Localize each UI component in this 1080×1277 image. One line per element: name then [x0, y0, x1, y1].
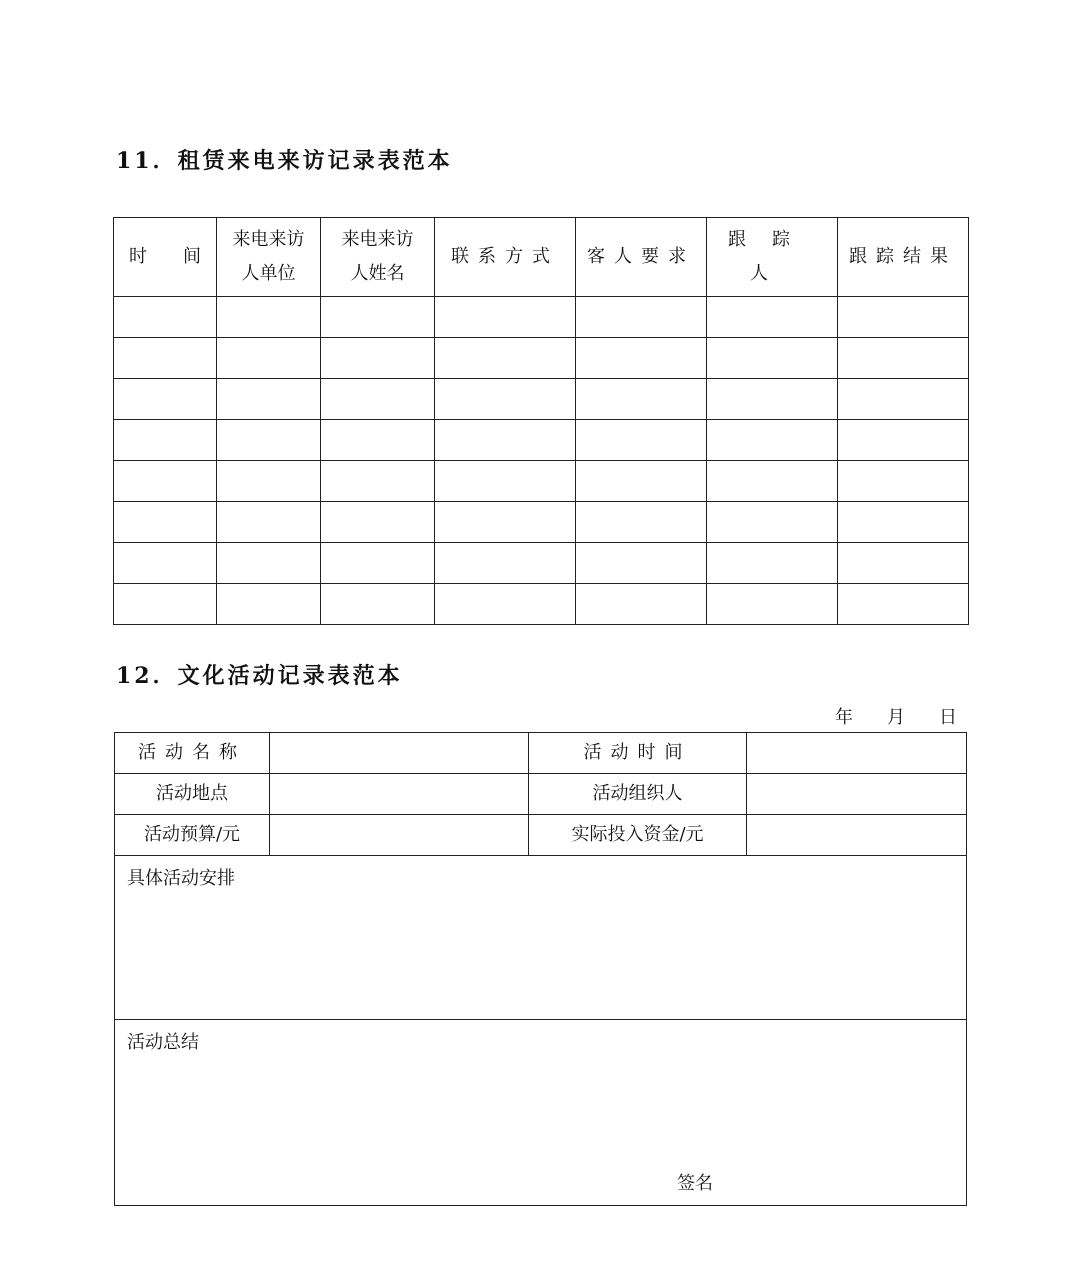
- table-cell[interactable]: [435, 543, 576, 584]
- table-cell[interactable]: [576, 543, 707, 584]
- table-cell[interactable]: [435, 338, 576, 379]
- table-cell[interactable]: [217, 584, 321, 625]
- table-header-row: [114, 218, 969, 297]
- input-activity-time[interactable]: [747, 733, 967, 774]
- table-row: [114, 584, 969, 625]
- table-cell[interactable]: [114, 379, 217, 420]
- table-row: [115, 733, 967, 774]
- table-cell[interactable]: [838, 420, 969, 461]
- table-cell[interactable]: [576, 584, 707, 625]
- table-cell[interactable]: [838, 543, 969, 584]
- table-row: [115, 856, 967, 1020]
- table-cell[interactable]: [114, 584, 217, 625]
- table-cell[interactable]: [707, 502, 838, 543]
- table-cell[interactable]: [707, 543, 838, 584]
- table-cell[interactable]: [321, 379, 435, 420]
- table-cell[interactable]: [217, 502, 321, 543]
- table-row: [114, 420, 969, 461]
- table-cell[interactable]: [707, 461, 838, 502]
- table-row: [114, 338, 969, 379]
- table-cell[interactable]: [217, 461, 321, 502]
- table-cell[interactable]: [707, 297, 838, 338]
- label-signature: 签名: [677, 1173, 713, 1194]
- table-cell[interactable]: [576, 502, 707, 543]
- table-cell[interactable]: [576, 338, 707, 379]
- label-arrangement: 具体活动安排: [127, 868, 235, 889]
- date-day-label: 日: [939, 707, 957, 728]
- header-caller-name: 来电来访 人姓名: [321, 218, 435, 297]
- label-actual-investment: 实际投入资金/元: [529, 815, 747, 856]
- label-activity-budget: 活动预算/元: [115, 815, 270, 856]
- table-cell[interactable]: [114, 297, 217, 338]
- table-cell[interactable]: [435, 420, 576, 461]
- cultural-activity-record-table: [114, 732, 967, 1206]
- table-row: [114, 297, 969, 338]
- header-contact: 联系方式: [435, 218, 576, 297]
- table-cell[interactable]: [838, 502, 969, 543]
- table-cell[interactable]: [217, 543, 321, 584]
- table-cell[interactable]: [838, 338, 969, 379]
- date-line: [835, 703, 957, 729]
- input-activity-budget[interactable]: [270, 815, 529, 856]
- table-cell[interactable]: [707, 338, 838, 379]
- table-cell[interactable]: [576, 461, 707, 502]
- table-cell[interactable]: [707, 584, 838, 625]
- table-cell[interactable]: [321, 297, 435, 338]
- call-visit-record-table: [113, 217, 969, 625]
- label-activity-location: 活动地点: [115, 774, 270, 815]
- table-row: [115, 774, 967, 815]
- table-cell[interactable]: [838, 297, 969, 338]
- table-cell[interactable]: [838, 379, 969, 420]
- table-cell[interactable]: [435, 297, 576, 338]
- label-activity-organizer: 活动组织人: [529, 774, 747, 815]
- input-actual-investment[interactable]: [747, 815, 967, 856]
- date-year-label: 年: [835, 707, 853, 728]
- table-cell[interactable]: [707, 420, 838, 461]
- table-row: [114, 379, 969, 420]
- table-cell[interactable]: [838, 461, 969, 502]
- label-summary: 活动总结: [127, 1032, 199, 1053]
- header-result: 跟踪结果: [838, 218, 969, 297]
- label-activity-time: 活动时间: [529, 733, 747, 774]
- table-cell[interactable]: [435, 461, 576, 502]
- table-row: [114, 461, 969, 502]
- table-cell[interactable]: [114, 420, 217, 461]
- table-cell[interactable]: [114, 461, 217, 502]
- table-cell[interactable]: [321, 420, 435, 461]
- date-month-label: 月: [887, 707, 905, 728]
- label-activity-name: 活动名称: [115, 733, 270, 774]
- table-cell[interactable]: [217, 379, 321, 420]
- table-row: [115, 1020, 967, 1206]
- header-request: 客人要求: [576, 218, 707, 297]
- header-tracker: 跟踪人: [707, 218, 838, 297]
- section-11-title: 11．租赁来电来访记录表范本: [116, 148, 453, 174]
- table-cell[interactable]: [114, 543, 217, 584]
- table-cell[interactable]: [217, 420, 321, 461]
- table-cell[interactable]: [114, 338, 217, 379]
- summary-area[interactable]: [115, 1020, 967, 1206]
- table-cell[interactable]: [114, 502, 217, 543]
- table-cell[interactable]: [838, 584, 969, 625]
- header-caller-unit: 来电来访 人单位: [217, 218, 321, 297]
- arrangement-area[interactable]: [115, 856, 967, 1020]
- table-row: [114, 502, 969, 543]
- input-activity-name[interactable]: [270, 733, 529, 774]
- table-cell[interactable]: [576, 297, 707, 338]
- table-cell[interactable]: [435, 502, 576, 543]
- table-cell[interactable]: [576, 379, 707, 420]
- table-cell[interactable]: [321, 502, 435, 543]
- table-row: [114, 543, 969, 584]
- section-12-title: 12．文化活动记录表范本: [116, 663, 403, 689]
- table-cell[interactable]: [217, 297, 321, 338]
- input-activity-location[interactable]: [270, 774, 529, 815]
- table-row: [115, 815, 967, 856]
- header-time: 时 间: [114, 218, 217, 297]
- table-cell[interactable]: [321, 543, 435, 584]
- table-cell[interactable]: [707, 379, 838, 420]
- table-cell[interactable]: [217, 338, 321, 379]
- table-cell[interactable]: [321, 461, 435, 502]
- table-cell[interactable]: [576, 420, 707, 461]
- table-cell[interactable]: [321, 338, 435, 379]
- table-cell[interactable]: [435, 379, 576, 420]
- table-cell[interactable]: [435, 584, 576, 625]
- input-activity-organizer[interactable]: [747, 774, 967, 815]
- table-cell[interactable]: [321, 584, 435, 625]
